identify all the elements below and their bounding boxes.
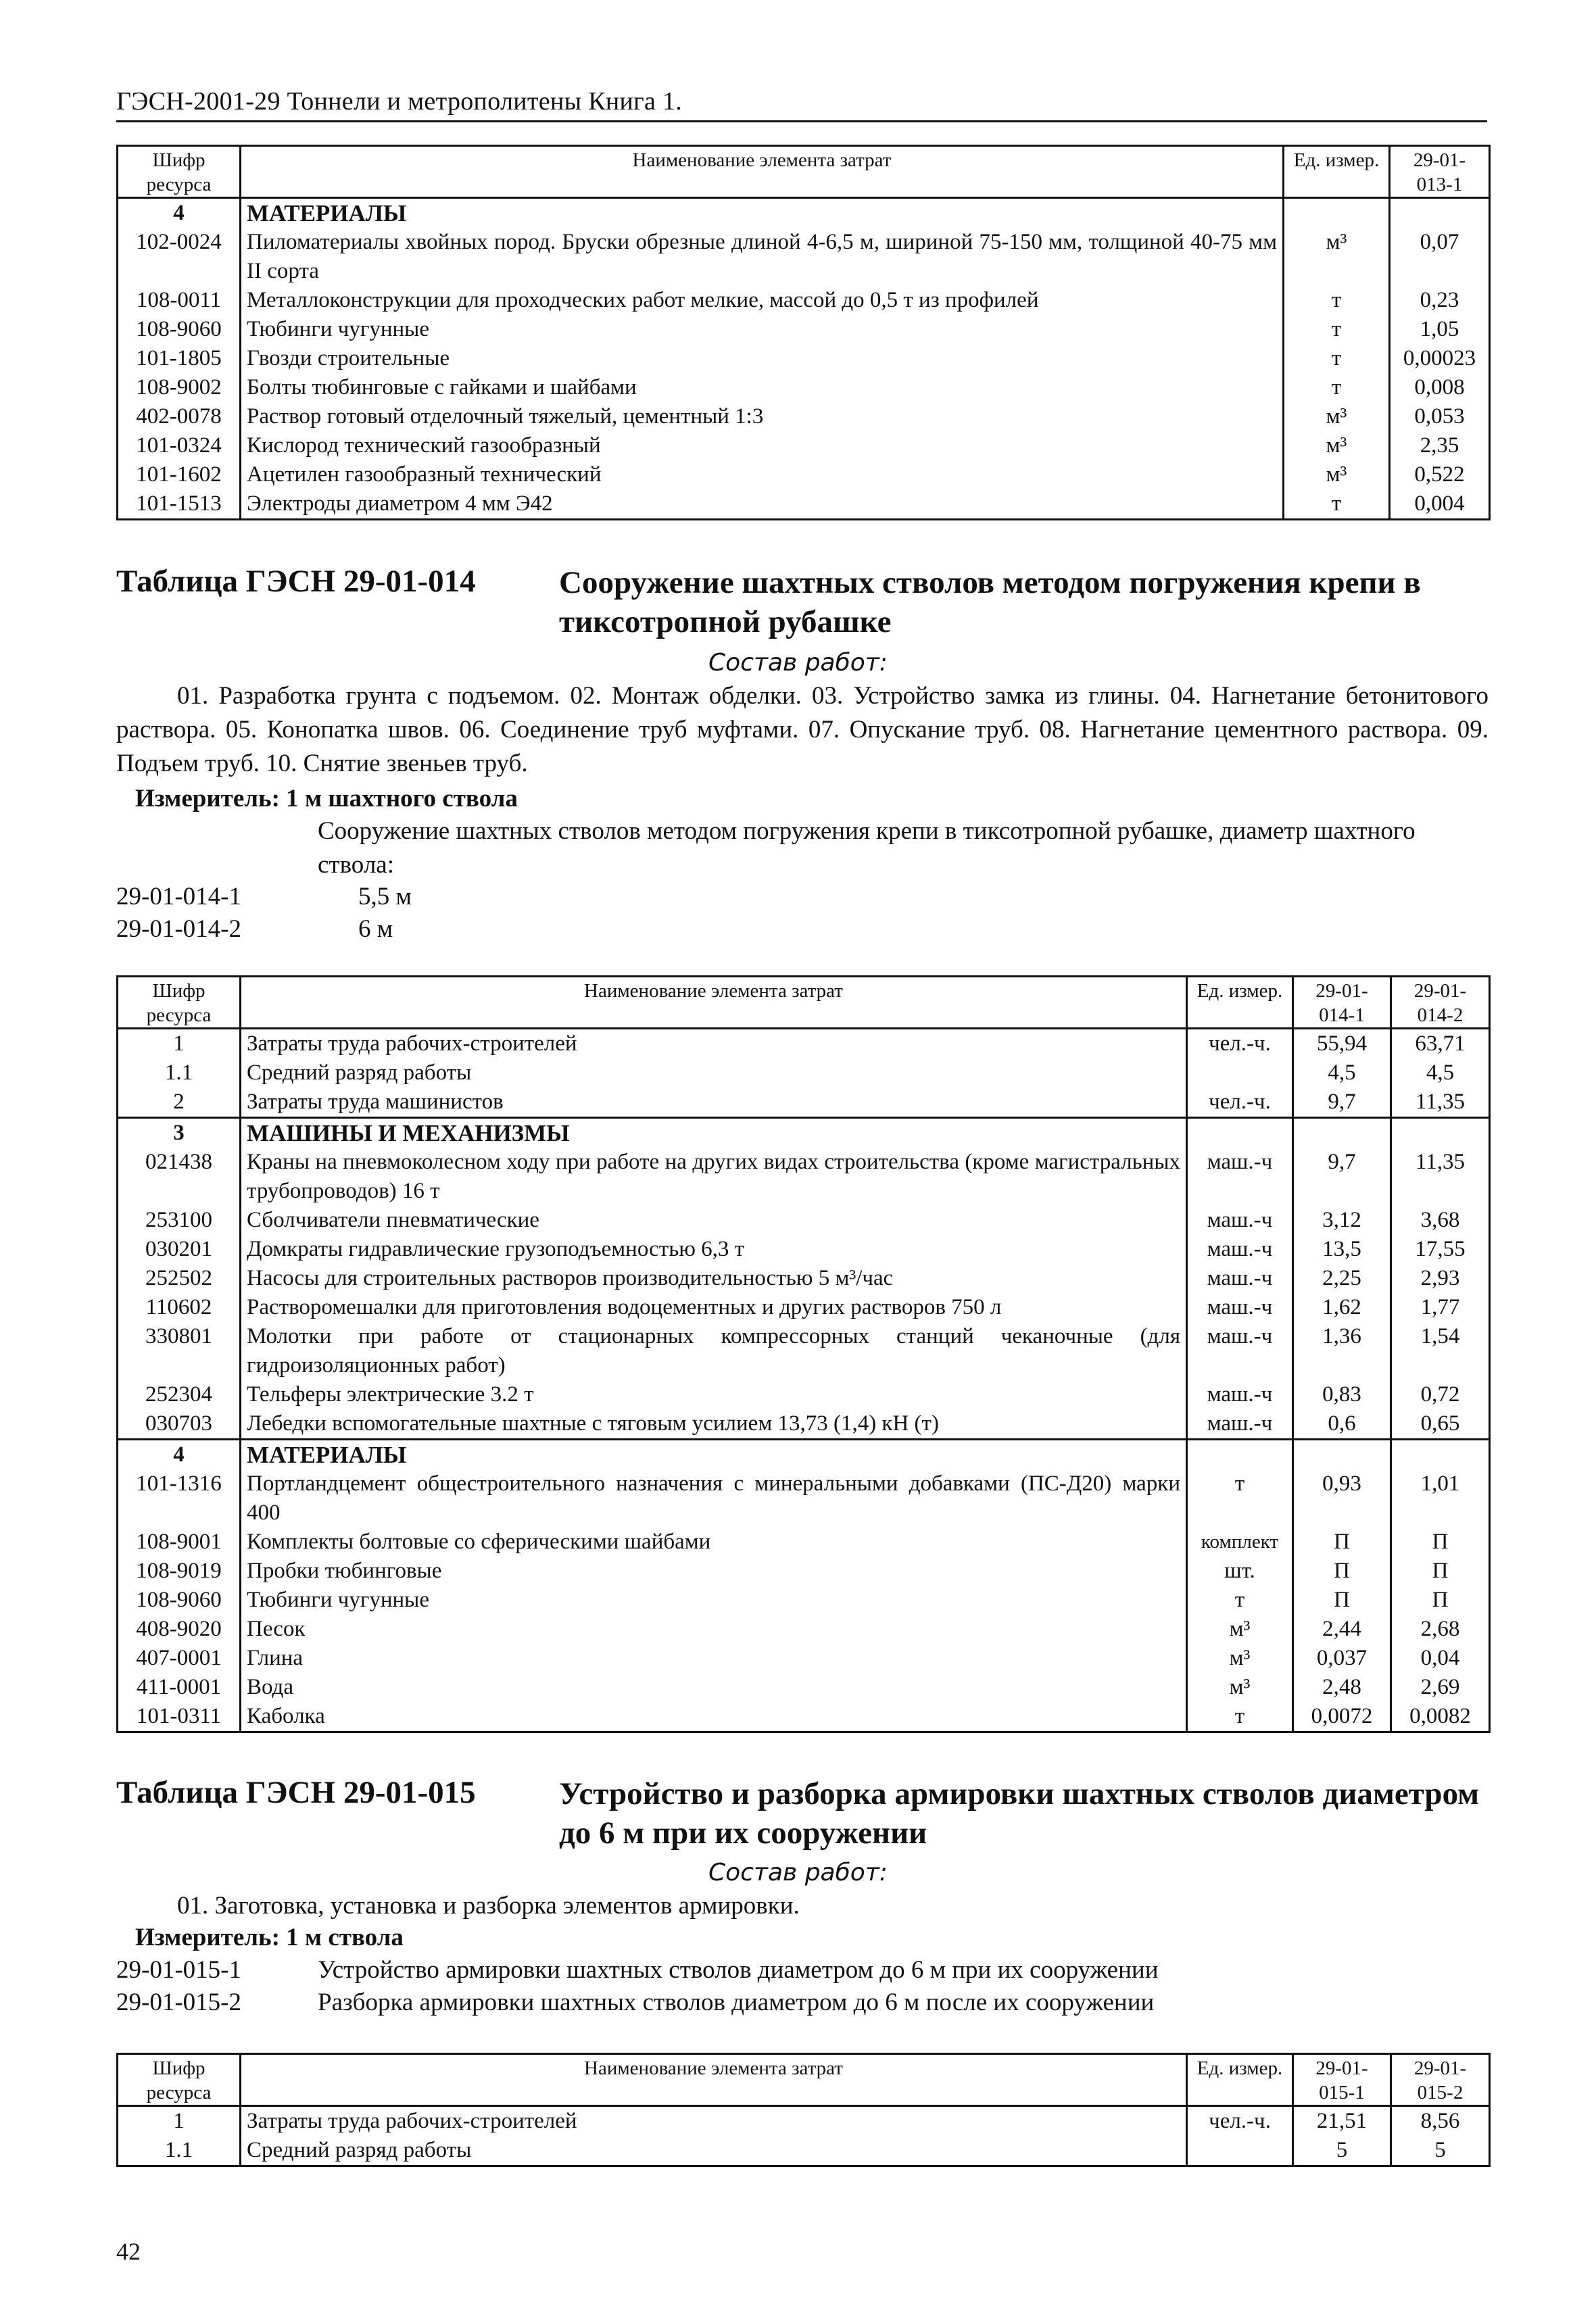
- row-unit: маш.-ч: [1187, 1206, 1293, 1235]
- row-unit: чел.-ч.: [1187, 1029, 1293, 1059]
- row-value-2: 3,68: [1391, 1206, 1490, 1235]
- table-row: [118, 2136, 1490, 2166]
- row-value-2: 11,35: [1391, 1148, 1490, 1206]
- header-name: Наименование элемента затрат: [241, 977, 1187, 1029]
- code-row: [116, 915, 393, 944]
- row-value-1: [1390, 198, 1490, 228]
- header-unit: Ед. измер.: [1187, 977, 1293, 1029]
- table-row: [118, 1118, 1490, 1148]
- row-code: 030201: [118, 1235, 241, 1264]
- row-unit: [1187, 1440, 1293, 1470]
- row-unit: т: [1187, 1702, 1293, 1732]
- table-row: [118, 2106, 1490, 2137]
- row-value-1: 2,44: [1293, 1615, 1391, 1644]
- row-code: 330801: [118, 1322, 241, 1380]
- row-code: 4: [118, 198, 241, 228]
- row-value-2: 2,93: [1391, 1264, 1490, 1293]
- table-row: [118, 460, 1490, 489]
- row-value-2: П: [1391, 1528, 1490, 1557]
- row-value-1: 3,12: [1293, 1206, 1391, 1235]
- row-value-2: П: [1391, 1586, 1490, 1615]
- row-name: Краны на пневмоколесном ходу при работе на других видах строительства (кроме магистральных трубопроводов) 16 т: [241, 1148, 1187, 1206]
- row-name: Затраты труда рабочих-строителей: [241, 2106, 1187, 2137]
- row-value-2: 4,5: [1391, 1058, 1490, 1088]
- table-row: [118, 1440, 1490, 1470]
- header-code: Шифр ресурса: [118, 2054, 241, 2106]
- row-code: 407-0001: [118, 1644, 241, 1673]
- header-name: Наименование элемента затрат: [241, 2054, 1187, 2106]
- row-value-1: 2,48: [1293, 1673, 1391, 1702]
- row-value-1: [1293, 1118, 1391, 1148]
- row-name: Пиломатериалы хвойных пород. Бруски обрезные длиной 4-6,5 м, шириной 75-150 мм, толщиной 40-75 мм II сорта: [241, 228, 1284, 286]
- table-row: [118, 286, 1490, 315]
- header-col1: 29-01-015-1: [1293, 2054, 1391, 2106]
- row-value-1: 4,5: [1293, 1058, 1391, 1088]
- row-code: 102-0024: [118, 228, 241, 286]
- row-unit: чел.-ч.: [1187, 1088, 1293, 1118]
- header-rule: [116, 120, 1487, 122]
- cost-table-015: [116, 2053, 1491, 2167]
- row-name: Каболка: [241, 1702, 1187, 1732]
- table-row: [118, 489, 1490, 520]
- row-name: Лебедки вспомогательные шахтные с тяговым усилием 13,73 (1,4) кН (т): [241, 1409, 1187, 1440]
- row-value-1: 1,05: [1390, 315, 1490, 344]
- header-col1: 29-01-014-1: [1293, 977, 1391, 1029]
- row-name: Болты тюбинговые с гайками и шайбами: [241, 373, 1284, 402]
- row-code: 1.1: [118, 1058, 241, 1088]
- row-name: Песок: [241, 1615, 1187, 1644]
- row-name: Раствор готовый отделочный тяжелый, цементный 1:3: [241, 402, 1284, 431]
- row-value-1: П: [1293, 1586, 1391, 1615]
- row-value-2: 11,35: [1391, 1088, 1490, 1118]
- running-header: ГЭСН-2001-29 Тоннели и метрополитены Книга 1.: [116, 87, 683, 116]
- row-unit: т: [1284, 315, 1390, 344]
- row-name: Пробки тюбинговые: [241, 1557, 1187, 1586]
- row-unit: маш.-ч: [1187, 1264, 1293, 1293]
- row-unit: м³: [1187, 1615, 1293, 1644]
- row-unit: маш.-ч: [1187, 1148, 1293, 1206]
- table-row: [118, 402, 1490, 431]
- row-name: Ацетилен газообразный технический: [241, 460, 1284, 489]
- row-unit: [1187, 1058, 1293, 1088]
- row-name: Портландцемент общестроительного назначения с минеральными добавками (ПС-Д20) марки 400: [241, 1469, 1187, 1528]
- header-col2: 29-01-014-2: [1391, 977, 1490, 1029]
- table-row: [118, 1380, 1490, 1409]
- row-value-1: 0,93: [1293, 1469, 1391, 1528]
- table-row: [118, 1148, 1490, 1206]
- header-name: Наименование элемента затрат: [241, 146, 1284, 198]
- table-label-014: Таблица ГЭСН 29-01-014: [116, 564, 476, 599]
- row-value-2: 1,01: [1391, 1469, 1490, 1528]
- row-value-1: 0,053: [1390, 402, 1490, 431]
- row-unit: [1187, 2136, 1293, 2166]
- row-value-2: 63,71: [1391, 1029, 1490, 1059]
- row-unit: т: [1284, 344, 1390, 373]
- code-value: 5,5 м: [358, 883, 412, 910]
- row-value-1: 9,7: [1293, 1148, 1391, 1206]
- table-row: [118, 1644, 1490, 1673]
- row-value-1: 21,51: [1293, 2106, 1391, 2137]
- row-code: 101-1316: [118, 1469, 241, 1528]
- row-unit: м³: [1187, 1673, 1293, 1702]
- row-name: МАТЕРИАЛЫ: [241, 1440, 1187, 1470]
- row-code: 252502: [118, 1264, 241, 1293]
- row-value-2: 17,55: [1391, 1235, 1490, 1264]
- measure-014: Измеритель: 1 м шахтного ствола: [135, 785, 518, 812]
- row-name: Сболчиватели пневматические: [241, 1206, 1187, 1235]
- row-value-1: 1,36: [1293, 1322, 1391, 1380]
- row-name: Вода: [241, 1673, 1187, 1702]
- table-row: [118, 1469, 1490, 1528]
- row-value-1: [1293, 1440, 1391, 1470]
- row-value-1: 0,008: [1390, 373, 1490, 402]
- table-row: [118, 431, 1490, 460]
- row-name: МАШИНЫ И МЕХАНИЗМЫ: [241, 1118, 1187, 1148]
- table-row: [118, 1293, 1490, 1322]
- row-unit: м³: [1187, 1644, 1293, 1673]
- row-name: Растворомешалки для приготовления водоцементных и других растворов 750 л: [241, 1293, 1187, 1322]
- table-row: [118, 198, 1490, 228]
- row-unit: [1284, 198, 1390, 228]
- row-value-1: 0,004: [1390, 489, 1490, 520]
- cost-table-013: [116, 145, 1491, 520]
- page-number: 42: [116, 2238, 141, 2265]
- row-value-2: 2,69: [1391, 1673, 1490, 1702]
- row-value-2: 2,68: [1391, 1615, 1490, 1644]
- row-code: 402-0078: [118, 402, 241, 431]
- row-value-1: 0,6: [1293, 1409, 1391, 1440]
- row-unit: маш.-ч: [1187, 1293, 1293, 1322]
- row-value-2: [1391, 1440, 1490, 1470]
- code-value: Устройство армировки шахтных стволов диаметром до 6 м при их сооружении: [318, 1956, 1159, 1984]
- row-value-2: 0,65: [1391, 1409, 1490, 1440]
- row-code: 101-0311: [118, 1702, 241, 1732]
- table-row: [118, 1029, 1490, 1059]
- row-value-1: 55,94: [1293, 1029, 1391, 1059]
- row-unit: т: [1284, 489, 1390, 520]
- row-code: 021438: [118, 1148, 241, 1206]
- row-value-2: 0,04: [1391, 1644, 1490, 1673]
- row-value-2: [1391, 1118, 1490, 1148]
- code-value: 6 м: [358, 915, 393, 943]
- table-row: [118, 1702, 1490, 1732]
- row-name: Средний разряд работы: [241, 2136, 1187, 2166]
- row-code: 108-9001: [118, 1528, 241, 1557]
- measure-015: Измеритель: 1 м ствола: [135, 1924, 404, 1951]
- row-value-1: 0,522: [1390, 460, 1490, 489]
- row-name: Металлоконструкции для проходческих работ мелкие, массой до 0,5 т из профилей: [241, 286, 1284, 315]
- works-text-015: 01. Заготовка, установка и разборка элементов армировки.: [177, 1892, 800, 1920]
- row-code: 253100: [118, 1206, 241, 1235]
- row-value-1: 0,0072: [1293, 1702, 1391, 1732]
- table-row: [118, 1557, 1490, 1586]
- table-row: [118, 1673, 1490, 1702]
- header-code: Шифр ресурса: [118, 977, 241, 1029]
- description-014: Сооружение шахтных стволов методом погружения крепи в тиксотропной рубашке, диаметр шахтного ствола:: [318, 817, 1416, 879]
- table-row: [118, 1322, 1490, 1380]
- table-title-014: Сооружение шахтных стволов методом погружения крепи в тиксотропной рубашке: [559, 565, 1421, 639]
- row-name: Насосы для строительных растворов производительностью 5 м³/час: [241, 1264, 1187, 1293]
- table-row: [118, 373, 1490, 402]
- row-unit: м³: [1284, 228, 1390, 286]
- row-unit: т: [1187, 1469, 1293, 1528]
- row-code: 411-0001: [118, 1673, 241, 1702]
- table-row: [118, 1615, 1490, 1644]
- row-unit: [1187, 1118, 1293, 1148]
- row-name: Комплекты болтовые со сферическими шайбами: [241, 1528, 1187, 1557]
- row-value-1: 9,7: [1293, 1088, 1391, 1118]
- header-code: Шифр ресурса: [118, 146, 241, 198]
- row-code: 030703: [118, 1409, 241, 1440]
- row-name: Средний разряд работы: [241, 1058, 1187, 1088]
- header-unit: Ед. измер.: [1187, 2054, 1293, 2106]
- row-name: Молотки при работе от стационарных компрессорных станций чеканочные (для гидроизоляционных работ): [241, 1322, 1187, 1380]
- table-row: [118, 1206, 1490, 1235]
- row-value-1: 0,23: [1390, 286, 1490, 315]
- row-value-1: 2,25: [1293, 1264, 1391, 1293]
- row-code: 108-9019: [118, 1557, 241, 1586]
- code-value: Разборка армировки шахтных стволов диаметром до 6 м после их сооружении: [318, 1989, 1155, 2016]
- code: 29-01-014-1: [116, 883, 241, 910]
- table-row: [118, 344, 1490, 373]
- row-name: Гвозди строительные: [241, 344, 1284, 373]
- table-row: [118, 1088, 1490, 1118]
- code-row: [116, 882, 412, 911]
- row-name: Домкраты гидравлические грузоподъемностью 6,3 т: [241, 1235, 1187, 1264]
- row-code: 252304: [118, 1380, 241, 1409]
- row-value-2: 0,72: [1391, 1380, 1490, 1409]
- row-unit: маш.-ч: [1187, 1235, 1293, 1264]
- row-value-2: 1,77: [1391, 1293, 1490, 1322]
- row-code: 108-9002: [118, 373, 241, 402]
- row-unit: т: [1284, 286, 1390, 315]
- code: 29-01-015-2: [116, 1989, 241, 2016]
- row-name: Тюбинги чугунные: [241, 1586, 1187, 1615]
- row-code: 108-9060: [118, 1586, 241, 1615]
- row-code: 2: [118, 1088, 241, 1118]
- row-value-2: П: [1391, 1557, 1490, 1586]
- row-value-1: 1,62: [1293, 1293, 1391, 1322]
- row-code: 1: [118, 1029, 241, 1059]
- table-row: [118, 1586, 1490, 1615]
- row-unit: т: [1284, 373, 1390, 402]
- row-unit: т: [1187, 1586, 1293, 1615]
- table-row: [118, 228, 1490, 286]
- table-row: [118, 1235, 1490, 1264]
- header-col1: 29-01-013-1: [1390, 146, 1490, 198]
- code: 29-01-015-1: [116, 1956, 241, 1984]
- row-code: 3: [118, 1118, 241, 1148]
- row-value-1: 0,83: [1293, 1380, 1391, 1409]
- cost-table-014: [116, 975, 1491, 1733]
- row-code: 101-1805: [118, 344, 241, 373]
- header-unit: Ед. измер.: [1284, 146, 1390, 198]
- row-value-2: 1,54: [1391, 1322, 1490, 1380]
- code-row: [116, 1988, 1155, 2017]
- row-value-1: П: [1293, 1557, 1391, 1586]
- row-code: 101-0324: [118, 431, 241, 460]
- row-value-1: 2,35: [1390, 431, 1490, 460]
- row-name: Тюбинги чугунные: [241, 315, 1284, 344]
- row-unit: чел.-ч.: [1187, 2106, 1293, 2137]
- row-name: МАТЕРИАЛЫ: [241, 198, 1284, 228]
- row-value-1: 0,037: [1293, 1644, 1391, 1673]
- row-code: 108-0011: [118, 286, 241, 315]
- row-name: Тельферы электрические 3.2 т: [241, 1380, 1187, 1409]
- code: 29-01-014-2: [116, 915, 241, 943]
- row-value-2: 8,56: [1391, 2106, 1490, 2137]
- row-code: 1: [118, 2106, 241, 2137]
- row-unit: м³: [1284, 431, 1390, 460]
- row-code: 101-1602: [118, 460, 241, 489]
- row-code: 108-9060: [118, 315, 241, 344]
- table-row: [118, 1058, 1490, 1088]
- works-text-014: 01. Разработка грунта с подъемом. 02. Монтаж обделки. 03. Устройство замка из глины. 04. Нагнетание бетонитового раствора. 05. Конопатка швов. 06. Соединение труб муфтами. 07. Опускание труб. 08. Нагнетание цементного раствора. 09. Подъем труб. 10. Снятие звеньев труб.: [116, 682, 1489, 777]
- row-value-1: 0,00023: [1390, 344, 1490, 373]
- row-unit: шт.: [1187, 1557, 1293, 1586]
- row-name: Кислород технический газообразный: [241, 431, 1284, 460]
- row-name: Затраты труда машинистов: [241, 1088, 1187, 1118]
- works-heading-015: Состав работ:: [708, 1859, 888, 1886]
- table-row: [118, 1264, 1490, 1293]
- row-value-1: 13,5: [1293, 1235, 1391, 1264]
- code-row: [116, 1955, 1159, 1984]
- table-row: [118, 1409, 1490, 1440]
- row-code: 408-9020: [118, 1615, 241, 1644]
- table-label-015: Таблица ГЭСН 29-01-015: [116, 1775, 476, 1810]
- row-value-1: 5: [1293, 2136, 1391, 2166]
- row-unit: маш.-ч: [1187, 1380, 1293, 1409]
- row-value-1: 0,07: [1390, 228, 1490, 286]
- table-row: [118, 1528, 1490, 1557]
- row-unit: м³: [1284, 460, 1390, 489]
- table-row: [118, 315, 1490, 344]
- table-title-015: Устройство и разборка армировки шахтных стволов диаметром до 6 м при их сооружении: [559, 1776, 1480, 1851]
- row-name: Глина: [241, 1644, 1187, 1673]
- works-heading-014: Состав работ:: [708, 649, 888, 677]
- row-unit: маш.-ч: [1187, 1322, 1293, 1380]
- row-unit: комплект: [1187, 1528, 1293, 1557]
- row-code: 1.1: [118, 2136, 241, 2166]
- row-unit: маш.-ч: [1187, 1409, 1293, 1440]
- row-value-2: 5: [1391, 2136, 1490, 2166]
- row-code: 110602: [118, 1293, 241, 1322]
- header-col2: 29-01-015-2: [1391, 2054, 1490, 2106]
- row-code: 4: [118, 1440, 241, 1470]
- row-unit: м³: [1284, 402, 1390, 431]
- row-value-2: 0,0082: [1391, 1702, 1490, 1732]
- row-value-1: П: [1293, 1528, 1391, 1557]
- row-name: Электроды диаметром 4 мм Э42: [241, 489, 1284, 520]
- row-code: 101-1513: [118, 489, 241, 520]
- row-name: Затраты труда рабочих-строителей: [241, 1029, 1187, 1059]
